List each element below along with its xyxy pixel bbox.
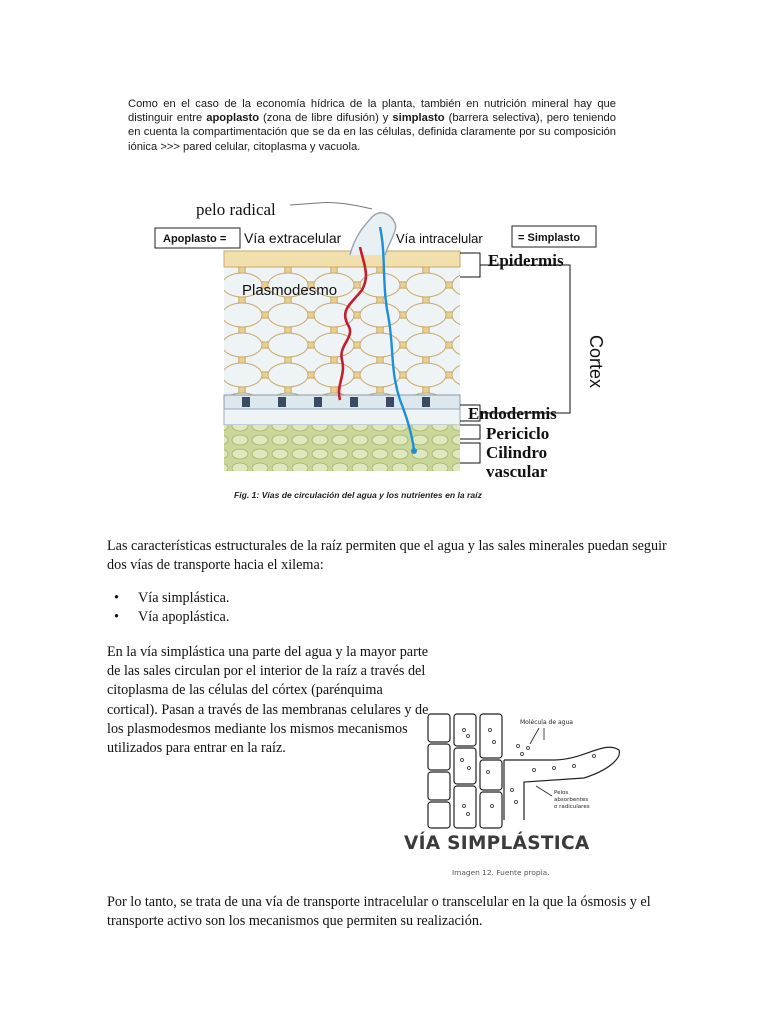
list-item: • Vía simplástica. xyxy=(112,589,229,608)
label-vascular: vascular xyxy=(486,462,548,481)
vascular-cylinder xyxy=(224,425,460,471)
symplastic-pathway-sketch xyxy=(424,710,624,850)
label-endodermis: Endodermis xyxy=(468,404,557,423)
label-plasmodesmo: Plasmodesmo xyxy=(242,282,338,299)
label-cilindro: Cilindro xyxy=(486,443,548,462)
label-simplasto-box: = Simplasto xyxy=(518,232,581,244)
root-hair xyxy=(350,213,396,255)
label-apoplasto-box: Apoplasto = xyxy=(163,233,227,245)
paragraph-3: Por lo tanto, se trata de una vía de transporte intracelular o transcelular en la que la ósmosis y el transporte activo son los mecanismos que permiten su realización. xyxy=(107,894,651,930)
label-cortex-rotated: Cortex xyxy=(586,335,606,389)
epidermis-band xyxy=(224,251,460,267)
intro-text-1: Como en el caso de la economía hídrica de la planta, también en nutrición mineral hay que distinguir entre xyxy=(128,98,616,125)
label-pelos-1: Pelos xyxy=(554,790,569,796)
pericycle-band xyxy=(224,409,460,425)
cell-grid xyxy=(428,714,619,828)
paragraph-2: En la vía simplástica una parte del agua y la mayor parte de las sales circulan por el interior de la raíz a través del citoplasma de las células del córtex (parénquima cortical). Pasan a través de las membranas celulares y de los plasmodesmos mediante los mismos mecanismos utilizados para entrar en la raíz. xyxy=(107,644,429,757)
intro-text-3: (barrera selectiva), pero teniendo en cuenta la compartimentación que se da en las células, definida claramente por su composición iónica >>> pared celular, citoplasma y vacuola. xyxy=(128,112,616,153)
intro-simplasto-bold: simplasto xyxy=(392,112,445,125)
label-pelos-3: o radiculares xyxy=(554,804,590,810)
label-via-extracelular: Vía extracelular xyxy=(244,230,342,246)
label-epidermis: Epidermis xyxy=(488,251,564,270)
list-item: • Vía apoplástica. xyxy=(112,608,229,627)
transport-route-list xyxy=(112,589,229,627)
figure2-caption: Imagen 12. Fuente propia. xyxy=(452,868,550,877)
root-transport-diagram xyxy=(150,195,620,485)
pelos-pointer-line xyxy=(536,786,552,796)
label-pelos-2: absorbentes xyxy=(554,797,589,803)
label-molecula-agua: Molécula de agua xyxy=(520,719,573,726)
paragraph-1: Las características estructurales de la raíz permiten que el agua y las sales minerales puedan seguir dos vías de transporte hacia el xilema: xyxy=(107,538,667,574)
intro-paragraph xyxy=(128,97,616,154)
intro-apoplasto-bold: apoplasto xyxy=(206,112,260,125)
figure1-caption: Fig. 1: Vías de circulación del agua y los nutrientes en la raíz xyxy=(234,490,482,500)
molecule-pointer-lines xyxy=(530,728,544,744)
intro-text-2: (zona de libre difusión) y xyxy=(259,112,393,125)
label-via-intracelular: Vía intracelular xyxy=(396,231,483,246)
figure2-title: VÍA SIMPLÁSTICA xyxy=(404,833,590,854)
label-periciclo: Periciclo xyxy=(486,424,550,443)
label-pelo-radical: pelo radical xyxy=(196,200,276,219)
